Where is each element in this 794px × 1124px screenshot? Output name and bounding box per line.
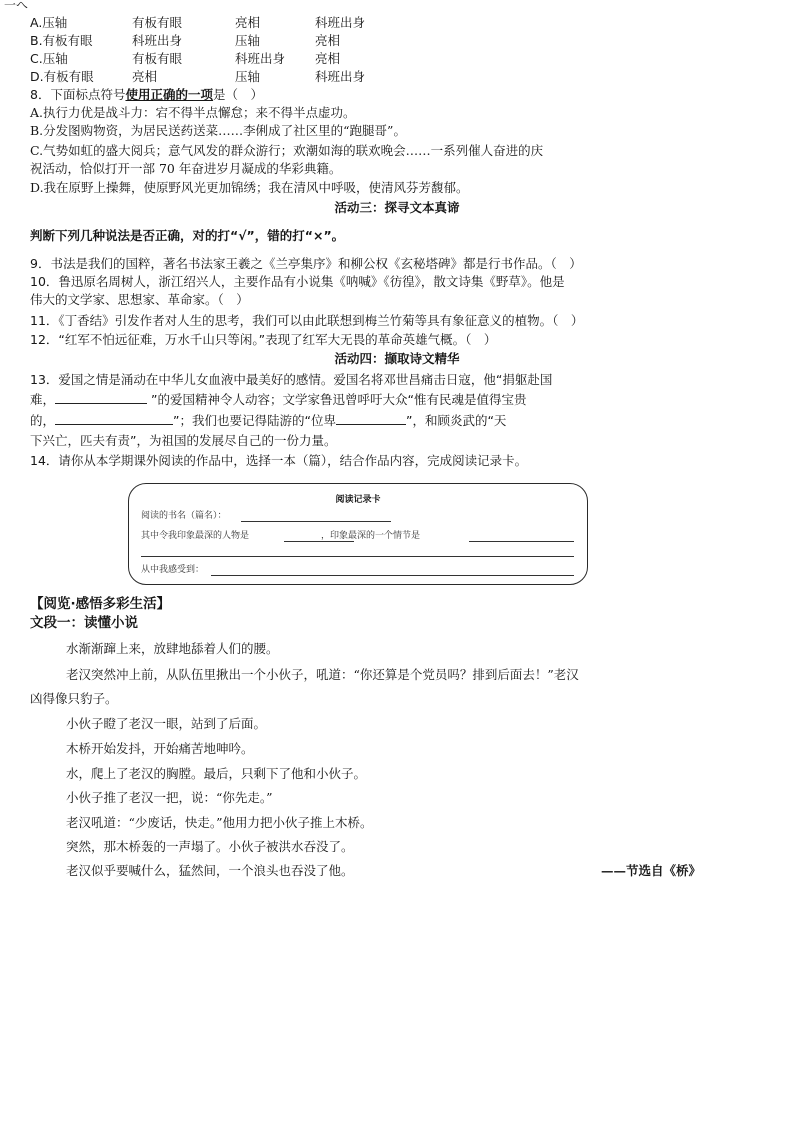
story-line-4: 小伙子瞪了老汉一眼，站到了后面。: [66, 716, 267, 731]
reading-card-row-2: [141, 530, 420, 542]
book-title-field[interactable]: [241, 521, 391, 522]
story-line-3: 凶得像只豹子。: [30, 691, 118, 706]
feeling-label: 从中我感受到：: [141, 565, 205, 575]
reading-card-row-1: [141, 510, 227, 522]
question-12: 12．“红军不怕远征难，万水千山只等闲。”表现了红军大无畏的革命英雄气概。（ ）: [30, 332, 497, 347]
option-c-term-3: 亮相: [315, 51, 341, 66]
q13-line3-mid: ”；我们也要记得陆游的“位卑: [173, 413, 336, 428]
question-13-line-3: [30, 412, 506, 429]
story-line-8: 老汉吼道：“少废话，快走。”他用力把小伙子推上木桥。: [66, 815, 373, 830]
q8-emphasis: 使用正确的一项: [125, 87, 213, 102]
book-title-label: 阅读的书名（篇名）：: [141, 511, 227, 521]
question-13-line-1: 13．爱国之情是涌动在中华儿女血液中最美好的感情。爱国名将邓世昌痛击日寇，他“捐躯赴国: [30, 372, 553, 387]
reading-card-title: 阅读记录卡: [335, 495, 381, 505]
reading-record-card: [128, 483, 588, 585]
q13-line3-start: 的，: [30, 413, 56, 428]
q8-option-a: A.执行力优是战斗力：宕不得半点懈怠；来不得半点虚功。: [30, 105, 356, 120]
q8-prefix: 8．下面标点符号: [30, 87, 126, 102]
option-c-label: C.压轴: [30, 51, 68, 66]
option-b-term-1: 科班出身: [132, 33, 183, 48]
q13-line3-end: ”，和顾炎武的“天: [405, 413, 507, 428]
plot-label: ，印象最深的一个情节是: [321, 531, 421, 541]
activity-3-title: 活动三：探寻文本真谛: [334, 200, 460, 215]
option-c-term-1: 有板有眼: [132, 51, 183, 66]
blank-13-1[interactable]: [55, 391, 147, 404]
story-line-2: 老汉突然冲上前，从队伍里揪出一个小伙子，吼道：“你还算是个党员吗？排到后面去！”老汉: [66, 667, 579, 682]
q8-option-d: D.我在原野上操舞，使原野风光更加锦绣；我在清风中呼吸，使清风芬芳馥郁。: [30, 180, 469, 195]
q8-suffix: 是（ ）: [212, 87, 263, 102]
option-d-term-3: 科班出身: [315, 69, 366, 84]
option-d-label: D.有板有眼: [30, 69, 94, 84]
option-b-label: B.有板有眼: [30, 33, 93, 48]
activity-4-title: 活动四：撷取诗文精华: [334, 351, 460, 366]
character-field[interactable]: [284, 541, 354, 542]
question-14: 14．请你从本学期课外阅读的作品中，选择一本（篇），结合作品内容，完成阅读记录卡。: [30, 453, 528, 468]
option-b-term-2: 压轴: [235, 33, 261, 48]
question-9: 9．书法是我们的国粹，著名书法家王羲之《兰亭集序》和柳公权《玄秘塔碑》都是行书作品。（ ）: [30, 256, 582, 271]
activity-3-instruction: 判断下列几种说法是否正确，对的打“√”，错的打“×”。: [30, 228, 345, 243]
reading-card-row-3: [141, 564, 204, 576]
q13-line2-end: ”的爱国精神令人动容；文学家鲁迅曾呼吁大众“惟有民魂是值得宝贵: [151, 392, 527, 407]
option-b-term-3: 亮相: [315, 33, 341, 48]
reading-section-heading: 【阅览·感悟多彩生活】: [30, 596, 171, 612]
blank-13-2[interactable]: [55, 412, 173, 425]
plot-field-cont[interactable]: [141, 556, 574, 557]
question-11: 11．《丁香结》引发作者对人生的思考，我们可以由此联想到梅兰竹菊等具有象征意义的植物。（ ）: [30, 313, 584, 328]
story-line-1: 水渐渐蹿上来，放肆地舔着人们的腰。: [66, 641, 279, 656]
option-a-label: A.压轴: [30, 15, 68, 30]
option-c-term-2: 科班出身: [235, 51, 286, 66]
story-line-10: 老汉似乎要喊什么，猛然间，一个浪头也吞没了他。: [66, 863, 354, 878]
option-a-term-3: 科班出身: [315, 15, 366, 30]
passage-1-title: 文段一：读懂小说: [30, 615, 138, 631]
story-line-7: 小伙子推了老汉一把，说：“你先走。”: [66, 790, 273, 805]
blank-13-3[interactable]: [336, 412, 406, 425]
story-line-9: 突然，那木桥轰的一声塌了。小伙子被洪水吞没了。: [66, 839, 354, 854]
option-d-term-1: 亮相: [132, 69, 158, 84]
question-10-cont: 伟大的文学家、思想家、革命家。（ ）: [30, 292, 249, 307]
header-mark: 一へ: [4, 0, 29, 12]
plot-field[interactable]: [469, 541, 574, 542]
q8-option-b: B.分发图购物资，为居民送药送菜……李俐成了社区里的“跑腿哥”。: [30, 123, 406, 138]
character-label: 其中令我印象最深的人物是: [141, 531, 250, 541]
story-line-5: 木桥开始发抖，开始痛苦地呻吟。: [66, 741, 254, 756]
question-13-line-2: [30, 391, 526, 408]
option-a-term-1: 有板有眼: [132, 15, 183, 30]
q8-option-c: C.气势如虹的盛大阅兵；意气风发的群众游行；欢潮如海的联欢晚会……一系列催人奋进的庆: [30, 143, 544, 158]
question-8: [30, 86, 263, 103]
question-10: 10．鲁迅原名周树人，浙江绍兴人，主要作品有小说集《呐喊》《彷徨》，散文诗集《野草》。他是: [30, 274, 565, 289]
passage-source: ——节选自《桥》: [600, 863, 701, 878]
feeling-field[interactable]: [211, 575, 574, 576]
question-13-line-4: 下兴亡，匹夫有责”，为祖国的发展尽自己的一份力量。: [30, 433, 337, 448]
option-a-term-2: 亮相: [235, 15, 261, 30]
story-line-6: 水，爬上了老汉的胸膛。最后，只剩下了他和小伙子。: [66, 766, 367, 781]
option-d-term-2: 压轴: [235, 69, 261, 84]
q13-line2-start: 难，: [30, 392, 56, 407]
q8-option-c-cont: 祝活动，恰似打开一部 70 年奋进岁月凝成的华彩典籍。: [30, 161, 342, 176]
